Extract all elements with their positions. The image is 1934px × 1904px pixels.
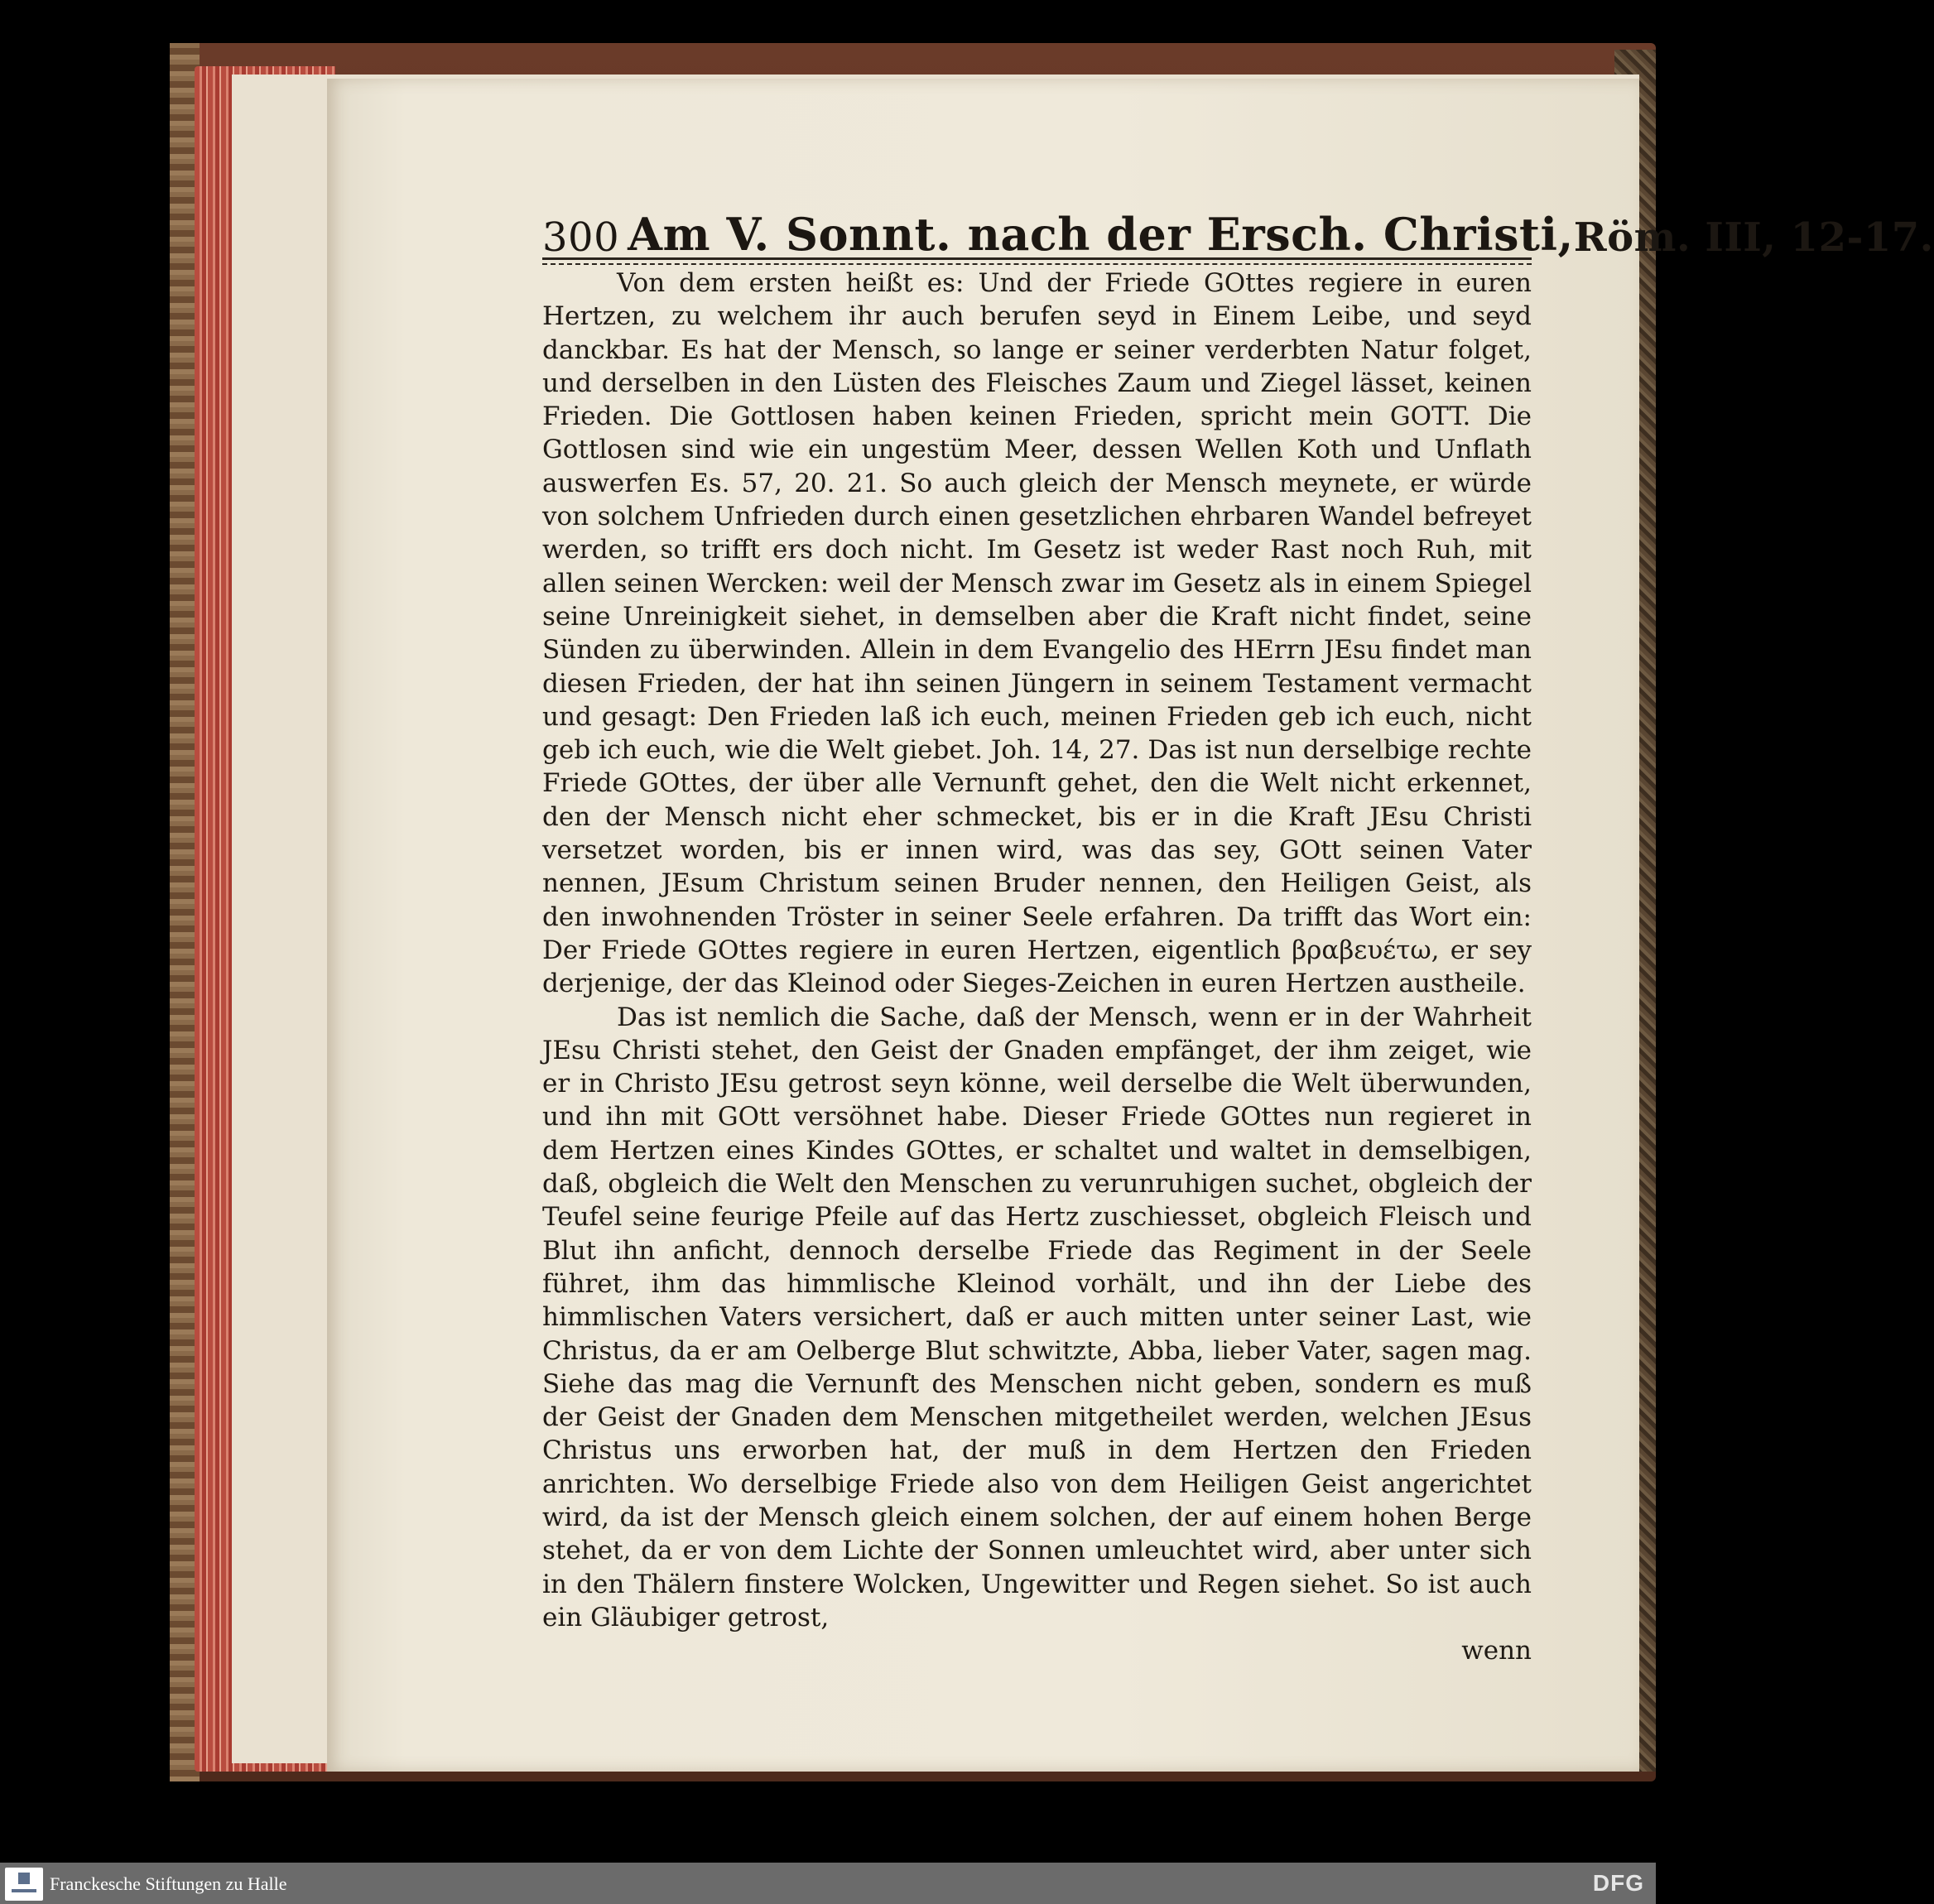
institution-name[interactable]: Franckesche Stiftungen zu Halle [50,1873,287,1894]
scripture-reference: Röm. III, 12-17. [1573,214,1934,261]
body-text [542,267,1532,1667]
paragraph: Von dem ersten heißt es: Und der Friede GOttes regiere in euren Hertzen, zu welchem ihr auch berufen seyd in Einem Leibe, und seyd danckbar. Es hat der Mensch, so lange er seiner verderbten Natur folget, und derselben in den Lüsten des Fleisches Zaum und Ziegel lässet, keinen Frieden. Die Gottlosen haben keinen Frieden, spricht mein GOTT. Die Gottlosen sind wie ein ungestüm Meer, dessen Wellen Koth und Unflath auswerfen Es. 57, 20. 21. So auch gleich der Mensch meynete, er würde von solchem Unfrieden durch einen gesetzlichen ehrbaren Wandel befreyet werden, so trifft ers doch nicht. Im Gesetz ist weder Rast noch Ruh, mit allen seinen Wercken: weil der Mensch zwar im Gesetz als in einem Spiegel seine Unreinigkeit siehet, in demselben aber die Kraft nicht findet, seine Sünden zu überwinden. Allein in dem Evangelio des HErrn JEsu findet man diesen Frieden, der hat ihn seinen Jüngern in seinem Testament vermacht und gesagt: Den Frieden laß ich euch, meinen Frieden geb ich euch, nicht geb ich euch, wie die Welt giebet. Joh. 14, 27. Das ist nun derselbige rechte Friede GOttes, der über alle Vernunft gehet, den die Welt nicht erkennet, den der Mensch nicht eher schmecket, bis er in die Kraft JEsu Christi versetzet worden, bis er innen wird, was das sey, GOtt seinen Vater nennen, JEsum Christum seinen Bruder nennen, den Heiligen Geist, als den inwohnenden Tröster in seiner Seele erfahren. Da trifft das Wort ein: Der Friede GOttes regiere in euren Hertzen, eigentlich βραβευέτω, er sey derjenige, der das Kleinod oder Sieges-Zeichen in euren Hertzen austheile. [542,268,1532,999]
header-title: Am V. Sonnt. nach der Ersch. Christi, [628,208,1574,261]
page-number: 300 [542,214,620,261]
running-header [542,195,1934,261]
dfg-badge[interactable]: DFG [1592,1870,1644,1896]
header-rule [542,257,1532,260]
header-rule-dashed [542,263,1532,265]
paragraph: Das ist nemlich die Sache, daß der Mensch, wenn er in der Wahrheit JEsu Christi stehet, den Geist der Gnaden empfänget, der ihm zeiget, wie er in Christo JEsu getrost seyn könne, weil derselbe die Welt überwunden, und ihn mit GOtt versöhnet habe. Dieser Friede GOttes nun regieret in dem Hertzen eines Kindes GOttes, er schaltet und waltet in demselbigen, daß, obgleich die Welt den Menschen zu verunruhigen suchet, obgleich der Teufel seine feurige Pfeile auf das Hertz zuschiesset, obgleich Fleisch und Blut ihn anficht, dennoch derselbe Friede das Regiment in der Seele führet, ihm das himmlische Kleinod vorhält, und ihn der Liebe des himmlischen Vaters versichert, daß er auch mitten unter seiner Last, wie Christus, da er am Oelberge Blut schwitzte, Abba, lieber Vater, sagen mag. Siehe das mag die Vernunft des Menschen nicht geben, sondern es muß der Geist der Gnaden dem Menschen mitgetheilet werden, welchen JEsus Christus uns erworben hat, der muß in dem Hertzen den Frieden anrichten. Wo derselbige Friede also von dem Heiligen Geist angerichtet wird, da ist der Mensch gleich einem solchen, der auf einem hohen Berge stehet, da er von dem Lichte der Sonnen umleuchtet wird, aber unter sich in den Thälern finstere Wolcken, Ungewitter und Regen siehet. So ist auch ein Gläubiger getrost, [542,1002,1532,1632]
footer-bar [0,1863,1656,1904]
institution-logo-icon [5,1868,43,1901]
catchword: wenn [1461,1636,1532,1666]
